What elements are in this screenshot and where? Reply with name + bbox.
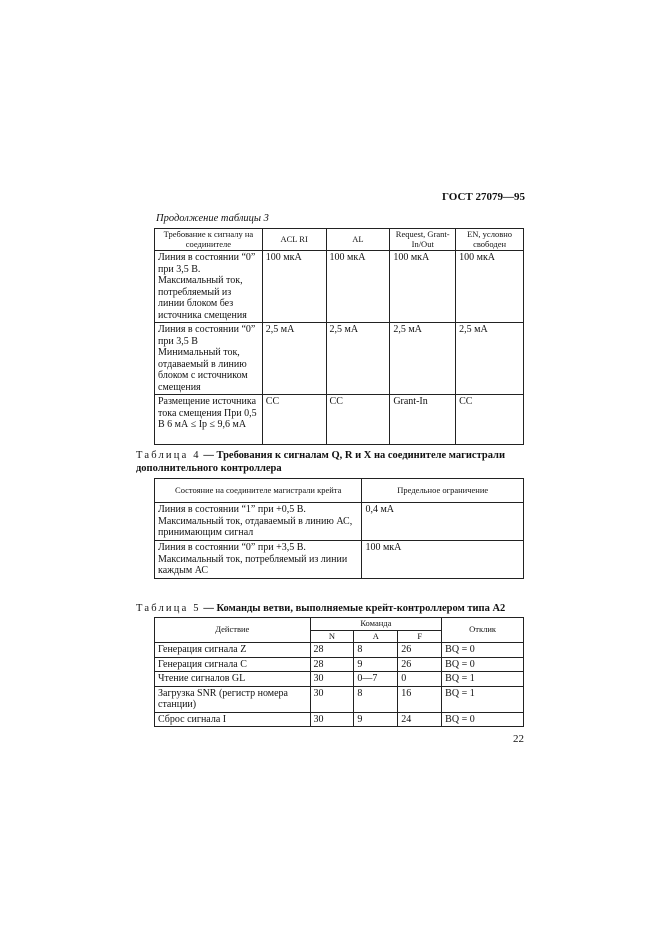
table-cell: Загрузка SNR (регистр номера станции): [155, 686, 311, 712]
table-cell: Генерация сигнала С: [155, 657, 311, 672]
table-cell: Линия в состоянии “0” при +3,5 В. Максимальный ток, потребляемый из линии каждым АС: [155, 541, 362, 579]
table-row: [155, 323, 524, 395]
column-header: Требование к сигналу на соединителе: [155, 229, 263, 251]
table-row: [155, 657, 524, 672]
table-cell: 0,4 мА: [362, 503, 524, 541]
table-cell: 26: [398, 657, 442, 672]
table-cell: 8: [354, 686, 398, 712]
column-header-action: Действие: [155, 618, 311, 643]
table-4: [154, 478, 524, 579]
table-cell: Чтение сигналов GL: [155, 672, 311, 687]
table-cell: BQ = 0: [442, 657, 524, 672]
table-cell: 9: [354, 657, 398, 672]
table-cell: 100 мкА: [390, 251, 456, 323]
column-header: AL: [326, 229, 390, 251]
table-cell: 16: [398, 686, 442, 712]
table-5-caption: [136, 602, 520, 615]
table-cell: 8: [354, 643, 398, 658]
column-header: ACL RI: [262, 229, 326, 251]
column-header: EN, условно свободен: [456, 229, 524, 251]
table-cell: 2,5 мА: [390, 323, 456, 395]
table-cell: 9: [354, 712, 398, 727]
table-cell: 30: [310, 672, 354, 687]
table-cell: 2,5 мА: [262, 323, 326, 395]
table-cell: 28: [310, 657, 354, 672]
table-cell: BQ = 0: [442, 643, 524, 658]
table-cell: 100 мкА: [262, 251, 326, 323]
table-4-caption-prefix: Таблица 4: [136, 450, 201, 461]
table-cell: 30: [310, 712, 354, 727]
table-cell: CC: [456, 395, 524, 445]
table-row: [155, 643, 524, 658]
table-cell: 100 мкА: [456, 251, 524, 323]
table-4-caption: [136, 449, 520, 475]
table-cell: CC: [326, 395, 390, 445]
table-cell: Линия в состоянии “0” при 3,5 В. Максимальный ток, потребляемый из линии блоком без источника смещения: [155, 251, 263, 323]
table-header-row: [155, 229, 524, 251]
table-cell: 0: [398, 672, 442, 687]
table-5-caption-text: — Команды ветви, выполняемые крейт-контроллером типа А2: [200, 603, 506, 614]
table-cell: Сброс сигнала I: [155, 712, 311, 727]
column-header: Предельное ограничение: [362, 479, 524, 503]
table-cell: BQ = 1: [442, 672, 524, 687]
table-4-caption-text: — Требования к сигналам Q, R и X на соединителе магистрали дополнительного контроллера: [136, 450, 505, 474]
table-row: [155, 503, 524, 541]
table-cell: 28: [310, 643, 354, 658]
table-cell: CC: [262, 395, 326, 445]
standard-number: ГОСТ 27079—95: [442, 191, 525, 203]
column-header: Request, Grant-In/Out: [390, 229, 456, 251]
table-cell: Grant-In: [390, 395, 456, 445]
table-row: [155, 541, 524, 579]
table-cell: 0—7: [354, 672, 398, 687]
column-header-n: N: [310, 630, 354, 643]
table-5: [154, 617, 524, 727]
column-header: Состояние на соединителе магистрали крейта: [155, 479, 362, 503]
table-cell: BQ = 0: [442, 712, 524, 727]
table-cell: 100 мкА: [326, 251, 390, 323]
table-cell: BQ = 1: [442, 686, 524, 712]
table-row: [155, 672, 524, 687]
table-row: [155, 251, 524, 323]
column-header-command: Команда: [310, 618, 442, 631]
table-cell: Генерация сигнала Z: [155, 643, 311, 658]
table-cell: Линия в состоянии “1” при +0,5 В. Максимальный ток, отдаваемый в линию АС, принимающим сигнал: [155, 503, 362, 541]
column-header-f: F: [398, 630, 442, 643]
table-5-caption-prefix: Таблица 5: [136, 603, 201, 614]
table-cell: 2,5 мА: [456, 323, 524, 395]
table-row: [155, 712, 524, 727]
table-continuation-label: Продолжение таблицы 3: [156, 213, 269, 224]
table-cell: Размещение источника тока смещения При 0,5 В 6 мА ≤ Iр ≤ 9,6 мА: [155, 395, 263, 445]
table-cell: 30: [310, 686, 354, 712]
column-header-a: A: [354, 630, 398, 643]
page-number: 22: [513, 733, 524, 745]
table-3: [154, 228, 524, 445]
column-header-response: Отклик: [442, 618, 524, 643]
table-row: [155, 395, 524, 445]
table-cell: 24: [398, 712, 442, 727]
table-cell: 100 мкА: [362, 541, 524, 579]
table-cell: 26: [398, 643, 442, 658]
table-cell: Линия в состоянии “0” при 3,5 В Минимальный ток, отдаваемый в линию блоком с источником смещения: [155, 323, 263, 395]
table-header-row: [155, 479, 524, 503]
table-row: [155, 686, 524, 712]
table-cell: 2,5 мА: [326, 323, 390, 395]
table-header-row: [155, 618, 524, 631]
